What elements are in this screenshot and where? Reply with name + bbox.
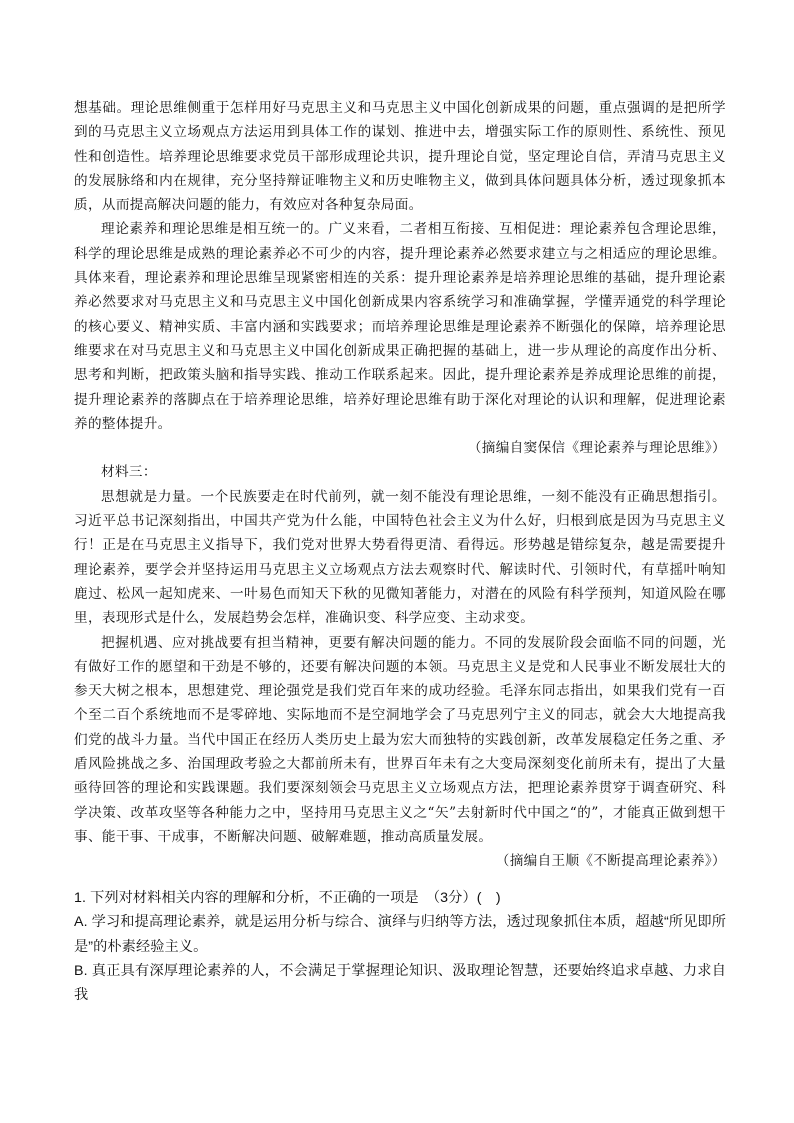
- article-body: [74, 96, 726, 874]
- question-1-stem: 1. 下列对材料相关内容的理解和分析，不正确的一项是 （3分）( ): [74, 890, 501, 906]
- question-block: [74, 886, 726, 1007]
- paragraph-grasp: 把握机遇、应对挑战要有担当精神，更要有解决问题的能力。不同的发展阶段会面临不同的问题，光有做好工作的愿望和干劲是不够的，还要有解决问题的本领。马克思主义是党和人民事业不断发展壮大的参天大树之根本，思想建党、理论强党是我们党百年来的成功经验。毛泽东同志指出，如果我们党有一百个至二百个系统地而不是零碎地、实际地而不是空洞地学会了马克思列宁主义的同志，就会大大地提高我们党的战斗力量。当代中国正在经历人类历史上最为宏大而独特的实践创新，改革发展稳定任务之重、矛盾风险挑战之多、治国理政考验之大都前所未有，世界百年未有之大变局深刻变化前所未有，提出了大量亟待回答的理论和实践课题。我们要深刻领会马克思主义立场观点方法，把理论素养贯穿于调查研究、科学决策、改革攻坚等各种能力之中，坚持用马克思主义之“矢”去射新时代中国之“的”，才能真正做到想干事、能干事、干成事，不断解决问题、破解难题，推动高质量发展。: [74, 634, 726, 845]
- source-citation-1: （摘编自窦保信《理论素养与理论思维》）: [467, 440, 726, 457]
- source-citation-2: （摘编自王顺《不断提高理论素养》）: [495, 853, 726, 870]
- material-three-heading: 材料三：: [101, 464, 157, 481]
- option-b: B. 真正具有深厚理论素养的人，不会满足于掌握理论知识、汲取理论智慧，还要始终追求卓越、力求自我: [74, 962, 726, 1004]
- paragraph-power: 思想就是力量。一个民族要走在时代前列，就一刻不能没有理论思维，一刻不能没有正确思想指引。习近平总书记深刻指出，中国共产党为什么能，中国特色社会主义为什么好，归根到底是因为马克思主义行！正是在马克思主义指导下，我们党对世界大势看得更清、看得远。形势越是错综复杂，越是需要提升理论素养，要学会并坚持运用马克思主义立场观点方法去观察时代、解读时代、引领时代，有草摇叶响知鹿过、松风一起知虎来、一叶易色而知天下秋的见微知著能力，对潜在的风险有科学预判，知道风险在哪里，表现形式是什么，发展趋势会怎样，准确识变、科学应变、主动求变。: [74, 488, 726, 627]
- option-a: A. 学习和提高理论素养，就是运用分析与综合、演绎与归纳等方法，透过现象抓住本质，超越“所见即所是”的朴素经验主义。: [74, 914, 726, 955]
- paragraph-relation: 理论素养和理论思维是相互统一的。广义来看，二者相互衔接、互相促进：理论素养包含理论思维，科学的理论思维是成熟的理论素养必不可少的内容，提升理论素养必然要求建立与之相适应的理论思维。具体来看，理论素养和理论思维呈现紧密相连的关系：提升理论素养是培养理论思维的基础，提升理论素养必然要求对马克思主义和马克思主义中国化创新成果内容系统学习和准确掌握，学懂弄通党的科学理论的核心要义、精神实质、丰富内涵和实践要求；而培养理论思维是理论素养不断强化的保障，培养理论思维要求在对马克思主义和马克思主义中国化创新成果正确把握的基础上，进一步从理论的高度作出分析、思考和判断，把政策头脑和指导实践、推动工作联系起来。因此，提升理论素养是养成理论思维的前提，提升理论素养的落脚点在于培养理论思维，培养好理论思维有助于深化对理论的认识和理解，促进理论素养的整体提升。: [74, 221, 726, 432]
- paragraph-continued: 想基础。理论思维侧重于怎样用好马克思主义和马克思主义中国化创新成果的问题，重点强调的是把所学到的马克思主义立场观点方法运用到具体工作的谋划、推进中去，增强实际工作的原则性、系统性、预见性和创造性。培养理论思维要求党员干部形成理论共识，提升理论自觉，坚定理论自信，弄清马克思主义的发展脉络和内在规律，充分坚持辩证唯物主义和历史唯物主义，做到具体问题具体分析，透过现象抓本质，从而提高解决问题的能力，有效应对各种复杂局面。: [74, 100, 726, 214]
